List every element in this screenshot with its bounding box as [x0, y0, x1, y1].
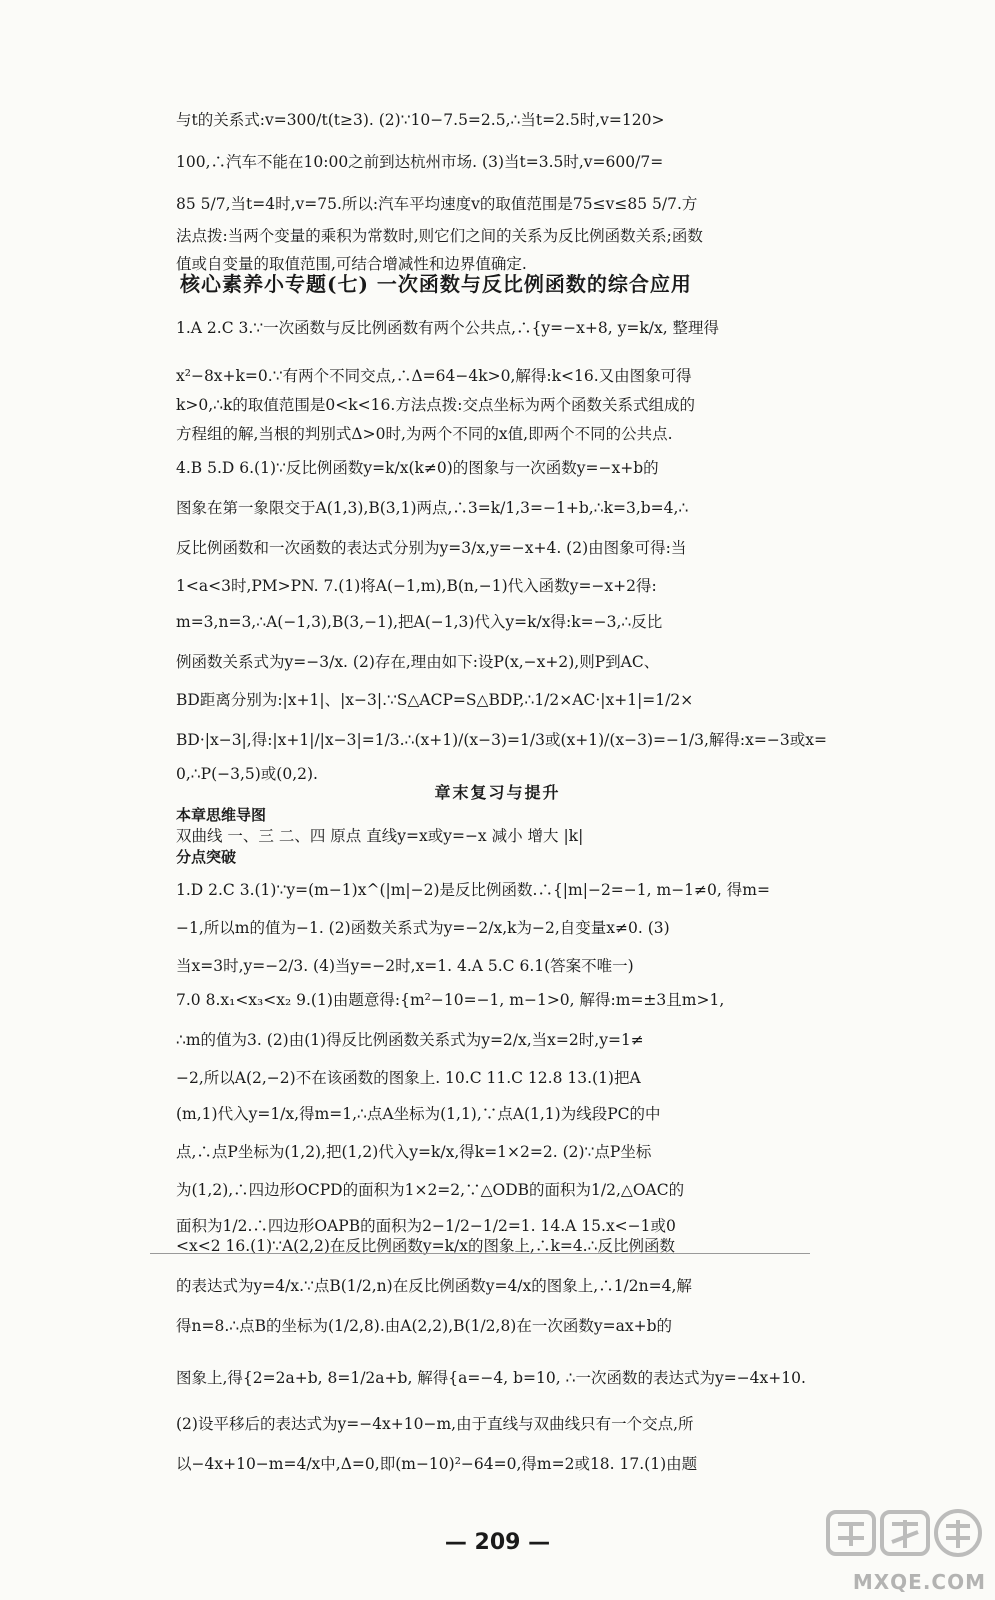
text-line: ∴m的值为3. (2)由(1)得反比例函数关系式为y=2/x,当x=2时,y=1≠	[176, 1031, 644, 1049]
text-line: −2,所以A(2,−2)不在该函数的图象上. 10.C 11.C 12.8 13.(1)把A	[176, 1069, 641, 1087]
watermark-logo	[820, 1508, 990, 1594]
text-line: (2)设平移后的表达式为y=−4x+10−m,由于直线与双曲线只有一个交点,所	[176, 1415, 694, 1433]
text-line: x²−8x+k=0.∵有两个不同交点,∴Δ=64−4k>0,解得:k<16.又由图象可得	[176, 367, 692, 385]
text-line: 点,∴点P坐标为(1,2),把(1,2)代入y=k/x,得k=1×2=2. (2)∵点P坐标	[176, 1143, 652, 1161]
text-line: <x<2 16.(1)∵A(2,2)在反比例函数y=k/x的图象上,∴k=4.∴反比例函数	[176, 1237, 675, 1255]
text-line: 1.A 2.C 3.∵一次函数与反比例函数有两个公共点,∴{y=−x+8, y=k/x, 整理得	[176, 319, 720, 337]
text-line: 法点拨:当两个变量的乘积为常数时,则它们之间的关系为反比例函数关系;函数	[176, 227, 703, 245]
special-topic-heading: 核心素养小专题(七) 一次函数与反比例函数的综合应用	[180, 272, 692, 296]
text-line: 1.D 2.C 3.(1)∵y=(m−1)x^(|m|−2)是反比例函数.∴{|m|−2=−1, m−1≠0, 得m=	[176, 881, 770, 899]
text-line: 100,∴汽车不能在10:00之前到达杭州市场. (3)当t=3.5时,v=600/7=	[176, 153, 664, 171]
text-line: 4.B 5.D 6.(1)∵反比例函数y=k/x(k≠0)的图象与一次函数y=−x+b的	[176, 459, 659, 477]
text-line: 方程组的解,当根的判别式Δ>0时,为两个不同的x值,即两个不同的公共点.	[176, 425, 673, 443]
watermark-icon	[826, 1508, 986, 1558]
watermark-text: MXQE.COM	[852, 1570, 986, 1594]
text-line: 1<a<3时,PM>PN. 7.(1)将A(−1,m),B(n,−1)代入函数y=−x+2得:	[176, 577, 657, 595]
text-line: 以−4x+10−m=4/x中,Δ=0,即(m−10)²−64=0,得m=2或18. 17.(1)由题	[176, 1455, 698, 1473]
text-line: 7.0 8.x₁<x₃<x₂ 9.(1)由题意得:{m²−10=−1, m−1>0, 解得:m=±3且m>1,	[176, 991, 725, 1009]
text-line: −1,所以m的值为−1. (2)函数关系式为y=−2/x,k为−2,自变量x≠0. (3)	[176, 919, 670, 937]
text-line: 得n=8.∴点B的坐标为(1/2,8).由A(2,2),B(1/2,8)在一次函数y=ax+b的	[176, 1317, 672, 1335]
chapter-review-title: 章末复习与提升	[434, 783, 561, 802]
text-line: 的表达式为y=4/x.∵点B(1/2,n)在反比例函数y=4/x的图象上,∴1/2n=4,解	[176, 1277, 692, 1295]
text-line: 为(1,2),∴四边形OCPD的面积为1×2=2,∵△ODB的面积为1/2,△OAC的	[176, 1181, 685, 1199]
text-line: 例函数关系式为y=−3/x. (2)存在,理由如下:设P(x,−x+2),则P到AC、	[176, 653, 660, 671]
text-line: 面积为1/2.∴四边形OAPB的面积为2−1/2−1/2=1. 14.A 15.x<−1或0	[176, 1217, 676, 1235]
text-line: m=3,n=3,∴A(−1,3),B(3,−1),把A(−1,3)代入y=k/x得:k=−3,∴反比	[176, 613, 663, 631]
text-line: BD距离分别为:|x+1|、|x−3|.∵S△ACP=S△BDP,∴1/2×AC·|x+1|=1/2×	[176, 691, 694, 709]
text-line: 0,∴P(−3,5)或(0,2).	[176, 765, 318, 783]
text-line: 85 5/7,当t=4时,v=75.所以:汽车平均速度v的取值范围是75≤v≤85 5/7.方	[176, 195, 698, 213]
text-line: k>0,∴k的取值范围是0<k<16.方法点拨:交点坐标为两个函数关系式组成的	[176, 396, 696, 414]
page-divider	[150, 1253, 810, 1254]
text-line: BD·|x−3|,得:|x+1|/|x−3|=1/3.∴(x+1)/(x−3)=1/3或(x+1)/(x−3)=−1/3,解得:x=−3或x=	[176, 731, 827, 749]
page-number: — 209 —	[444, 1530, 551, 1555]
mindmap-answers: 双曲线 一、三 二、四 原点 直线y=x或y=−x 减小 增大 |k|	[176, 827, 584, 845]
text-line: 当x=3时,y=−2/3. (4)当y=−2时,x=1. 4.A 5.C 6.1(答案不唯一)	[176, 957, 634, 975]
text-line: 图象在第一象限交于A(1,3),B(3,1)两点,∴3=k/1,3=−1+b,∴k=3,b=4,∴	[176, 499, 689, 517]
breakthrough-label: 分点突破	[176, 848, 237, 866]
text-line: 图象上,得{2=2a+b, 8=1/2a+b, 解得{a=−4, b=10, ∴一次函数的表达式为y=−4x+10.	[176, 1369, 806, 1387]
text-line: 值或自变量的取值范围,可结合增减性和边界值确定.	[176, 255, 527, 273]
text-line: (m,1)代入y=1/x,得m=1,∴点A坐标为(1,1),∵点A(1,1)为线段PC的中	[176, 1105, 661, 1123]
mindmap-label: 本章思维导图	[176, 806, 267, 824]
text-line: 与t的关系式:v=300/t(t≥3). (2)∵10−7.5=2.5,∴当t=2.5时,v=120>	[176, 111, 665, 129]
text-line: 反比例函数和一次函数的表达式分别为y=3/x,y=−x+4. (2)由图象可得:当	[176, 539, 687, 557]
